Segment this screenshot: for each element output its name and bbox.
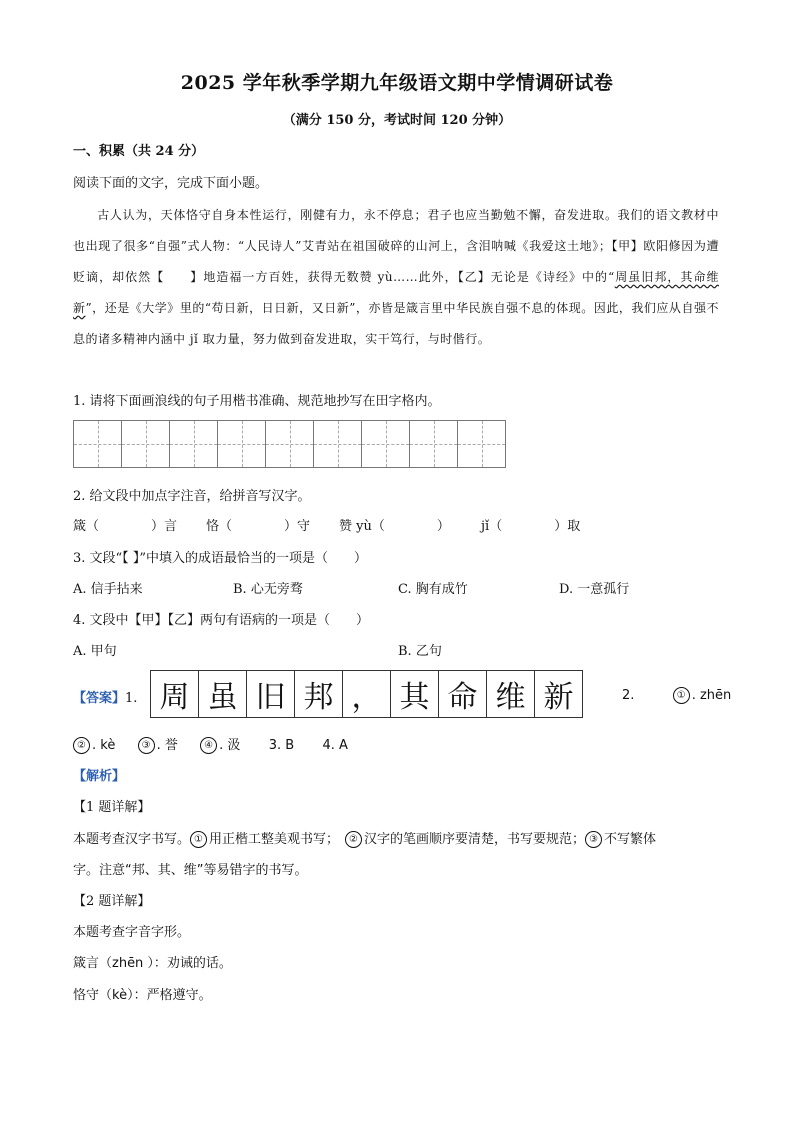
detail-2-line-1: 箴言（zhēn ）：劝诫的话。 [73,956,232,971]
answer-number-2: 2. [622,688,635,703]
grid-cell[interactable] [170,420,218,468]
detail-2-heading: 【2 题详解】 [73,894,151,909]
answer-line-2 [73,734,348,754]
question-4: 4. 文段中【甲】【乙】两句有语病的一项是（ ） [73,613,370,628]
answer-char: 旧 [247,670,295,718]
answer-number-1: 1. [125,691,138,706]
passage-part-2: ”，还是《大学》里的“苟日新，日日新，又日新”，亦皆是箴言里中华民族自强不息的体现。因此，我们应从自强不息的诸多精神内涵中 jǐ 取力量，努力做到奋发进取，实干笃行，与时偕行。 [73,301,719,346]
q2-item-a: 箴（ ）言 [73,519,178,534]
q3-option-b[interactable]: B. 心无旁骛 [233,582,303,597]
answer-char: 邦 [295,670,343,718]
answer-2 [622,687,731,704]
answer-marker-1: ① [673,687,690,704]
q2-item-b: 恪（ ）守 [206,519,311,534]
page-subtitle: （满分 150 分，考试时间 120 分钟） [282,113,512,128]
detail-1-marker-2: ② [345,831,362,848]
detail-2-text: 本题考查字音字形。 [73,925,191,940]
q3-option-a[interactable]: A. 信手拈来 [73,582,143,597]
tianzige-grid[interactable] [73,420,506,468]
answer-char: 新 [535,670,583,718]
answer-2-2: . kè [92,738,116,753]
answer-2-1: . zhēn [691,688,732,703]
answer-marker-3: ③ [138,737,155,754]
answer-4: 4. A [322,738,348,753]
answer-marker-2: ② [73,737,90,754]
answer-tag: 【答案】 [73,691,126,706]
question-2: 2. 给文段中加点字注音，给拼音写汉字。 [73,489,311,504]
detail-1-intro: 本题考查汉字书写。 [73,832,191,847]
grid-cell[interactable] [410,420,458,468]
grid-cell[interactable] [218,420,266,468]
answer-2-4: . 汲 [219,738,241,753]
answer-line [73,687,137,706]
detail-2-line-2: 恪守（kè）：严格遵守。 [73,988,212,1003]
q4-option-b[interactable]: B. 乙句 [398,644,442,659]
detail-1-note: 字。注意“邦、其、维”等易错字的书写。 [73,863,308,878]
detail-1-point-1: 用正楷工整美观书写； [209,832,340,847]
q2-item-d: jǐ（ ）取 [481,519,581,534]
grid-cell[interactable] [266,420,314,468]
detail-1-heading: 【1 题详解】 [73,800,151,815]
question-3: 3. 文段“【 】”中填入的成语最恰当的一项是（ ） [73,551,367,566]
q4-option-a[interactable]: A. 甲句 [73,644,117,659]
reading-passage [73,200,719,355]
instruction: 阅读下面的文字，完成下面小题。 [73,176,269,191]
answer-char: ， [343,670,391,718]
answer-char: 周 [151,670,199,718]
answer-grid [150,670,583,718]
answer-3: 3. B [268,738,295,753]
passage-part-1: 古人认为，天体恪守自身本性运行，刚健有力，永不停息；君子也应当勤勉不懈，奋发进取。我们的语文教材中也出现了很多“自强”式人物：“人民诗人”艾青站在祖国破碎的山河上，含泪呐喊《我爱这土地》；【甲】欧阳修因为遭贬谪，却依然【 】地造福一方百姓，获得无数赞 yù……此外，【乙】无论是《诗经》中的“ [73,208,719,284]
grid-cell[interactable] [458,420,506,468]
answer-char: 虽 [199,670,247,718]
analysis-tag: 【解析】 [73,769,126,784]
wavy-underlined-sentence: 周虽旧邦，其命维新 [73,270,719,315]
grid-cell[interactable] [362,420,410,468]
answer-2-3: . 誉 [156,738,178,753]
detail-1-point-3: 不写繁体 [604,832,657,847]
q3-option-d[interactable]: D. 一意孤行 [559,582,630,597]
q2-item-c: 赞 yù（ ） [339,519,450,534]
detail-1-point-2: 汉字的笔画顺序要清楚，书写要规范； [364,832,586,847]
grid-cell[interactable] [74,420,122,468]
q3-option-c[interactable]: C. 胸有成竹 [398,582,468,597]
grid-cell[interactable] [122,420,170,468]
question-1: 1. 请将下面画浪线的句子用楷书准确、规范地抄写在田字格内。 [73,394,441,409]
answer-char: 命 [439,670,487,718]
answer-char: 维 [487,670,535,718]
detail-1-marker-1: ① [190,831,207,848]
detail-1-marker-3: ③ [585,831,602,848]
answer-char: 其 [391,670,439,718]
answer-marker-4: ④ [200,737,217,754]
detail-1-text [73,828,656,848]
section-heading: 一、积累（共 24 分） [73,144,205,159]
grid-cell[interactable] [314,420,362,468]
page-title: 2025 学年秋季学期九年级语文期中学情调研试卷 [180,72,614,94]
